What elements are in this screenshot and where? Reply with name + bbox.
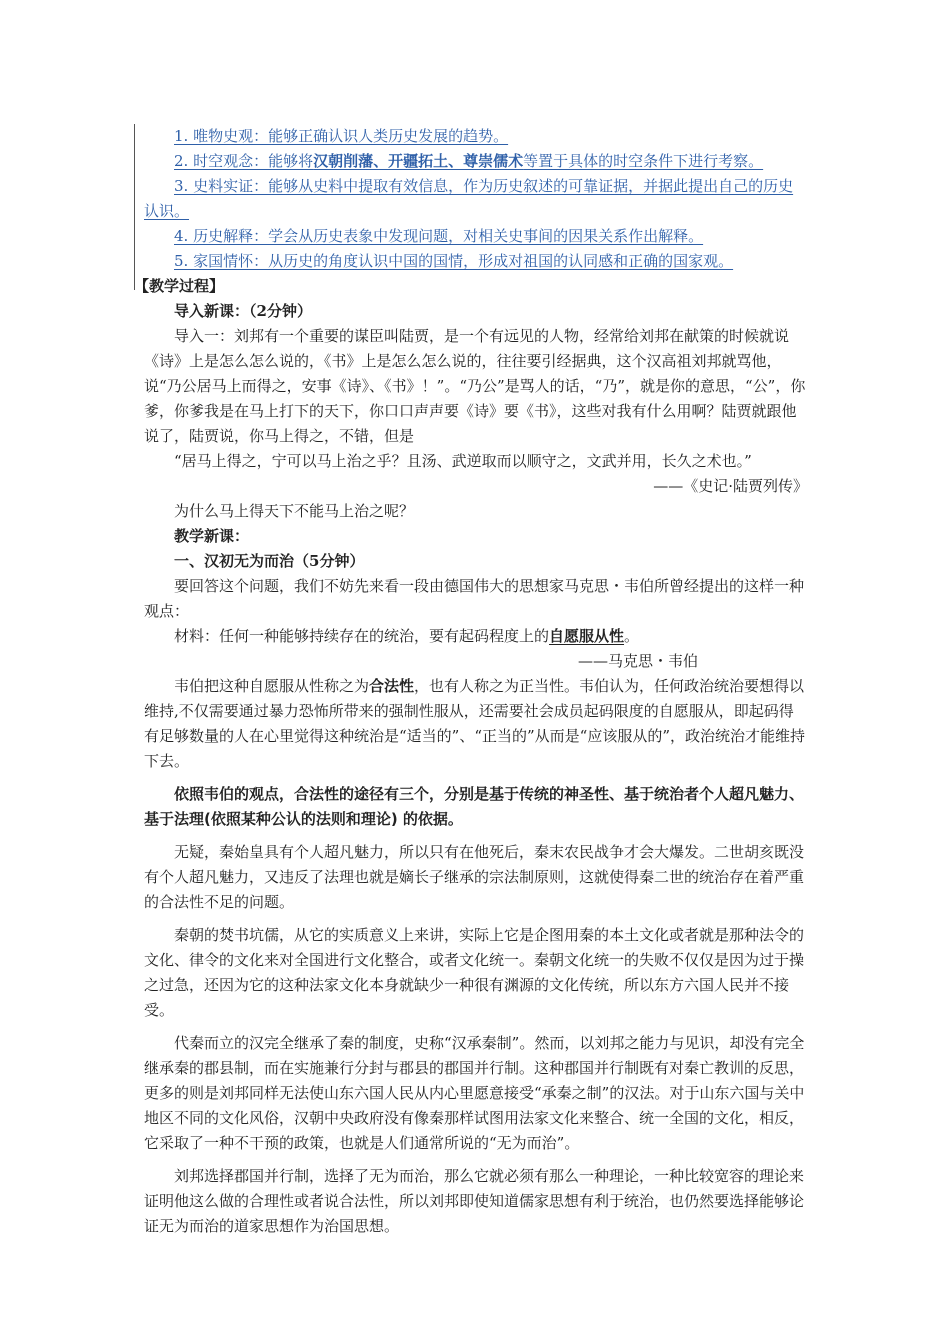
objective-2-pre: 2. 时空观念：能够将 [174,152,314,170]
legitimacy-paragraph [144,674,808,774]
legitimacy-post: ，也有人称之为正当性。韦伯认为，任何政治统治要想得以维持,不仅需要通过暴力恐怖所带来的强制性服从，还需要社会成员起码限度的自愿服从，即起码得有足够数量的人在心里觉得这种统治是“适当的”、“正当的”从而是“应该服从的”，政治统治才能维持下去。 [144,677,806,770]
part1-heading: 一、汉初无为而治（5分钟） [174,552,365,570]
legitimacy-keyword: 合法性 [369,677,415,695]
material-paragraph [144,624,808,649]
objective-3: 3. 史料实证：能够从史料中提取有效信息，作为历史叙述的可靠证据，并据此提出自己的历史认识。 [144,177,794,220]
quote-source: ——《史记·陆贾列传》 [653,477,808,495]
ways-paragraph: 依照韦伯的观点，合法性的途径有三个，分别是基于传统的神圣性、基于统治者个人超凡魅力、基于法理(依照某种公认的法则和理论) 的依据。 [144,785,805,828]
qin-paragraph-2: 秦朝的焚书坑儒，从它的实质意义上来讲，实际上它是企图用秦的本土文化或者就是那种法令的文化、律令的文化来对全国进行文化整合，或者文化统一。秦朝文化统一的失败不仅仅是因为过于操之过急，还因为它的这种法家文化本身就缺少一种很有渊源的文化传统，所以东方六国人民并不接受。 [144,926,805,1019]
material-pre: 材料：任何一种能够持续存在的统治，要有起码程度上的 [174,627,550,645]
margin-line [134,124,135,290]
han-paragraph-2: 刘邦选择郡国并行制，选择了无为而治，那么它就必须有那么一种理论，一种比较宽容的理论来证明他这么做的合理性或者说合法性，所以刘邦即使知道儒家思想有利于统治，也仍然要选择能够论证无为而治的道家思想作为治国思想。 [144,1167,805,1235]
objective-2 [144,149,808,174]
objective-4: 4. 历史解释：学会从历史表象中发现问题，对相关史事间的因果关系作出解释。 [174,227,704,245]
section-title: 【教学过程】 [134,277,225,295]
material-post: 。 [624,627,640,645]
intro-paragraph: 导入一：刘邦有一个重要的谋臣叫陆贾，是一个有远见的人物，经常给刘邦在献策的时候就说《诗》上是怎么怎么说的，《书》上是怎么怎么说的，往往要引经据典，这个汉高祖刘邦就骂他，说“乃公居马上而得之，安事《诗》、《书》！”。“乃公”是骂人的话，“乃”，就是你的意思，“公”，你爹，你爹我是在马上打下的天下，你口口声声要《诗》要《书》，这些对我有什么用啊？陆贾就跟他说了，陆贾说，你马上得之，不错，但是 [144,327,806,445]
document-page [134,124,808,1239]
legitimacy-pre: 韦伯把这种自愿服从性称之为 [174,677,370,695]
quote-text: “居马上得之，宁可以马上治之乎？且汤、武逆取而以顺守之，文武并用，长久之术也。” [174,452,752,470]
question-text: 为什么马上得天下不能马上治之呢？ [174,502,415,520]
objective-2-post: 等置于具体的时空条件下进行考察。 [523,152,764,170]
qin-paragraph-1: 无疑，秦始皇具有个人超凡魅力，所以只有在他死后，秦末农民战争才会大爆发。二世胡亥既没有个人超凡魅力，又违反了法理也就是嫡长子继承的宗法制原则，这就使得秦二世的统治存在着严重的合法性不足的问题。 [144,843,805,911]
objective-1: 1. 唯物史观：能够正确认识人类历史发展的趋势。 [174,127,509,145]
new-lesson-heading: 教学新课： [174,527,250,545]
intro-heading: 导入新课：（2分钟） [174,302,312,320]
material-source: ——马克思・韦伯 [577,652,698,670]
objective-2-bold: 汉朝削藩、开疆拓土、尊崇儒术 [313,152,524,170]
weber-intro-paragraph: 要回答这个问题，我们不妨先来看一段由德国伟大的思想家马克思・韦伯所曾经提出的这样一种观点： [144,577,805,620]
han-paragraph-1: 代秦而立的汉完全继承了秦的制度，史称“汉承秦制”。然而，以刘邦之能力与见识，却没有完全继承秦的郡县制，而在实施兼行分封与郡县的郡国并行制。这种郡国并行制既有对秦亡教训的反思，更多的则是刘邦同样无法使山东六国人民从内心里愿意接受“承秦之制”的汉法。对于山东六国与关中地区不同的文化风俗，汉朝中央政府没有像秦那样试图用法家文化来整合、统一全国的文化，相反，它采取了一种不干预的政策，也就是人们通常所说的“无为而治”。 [144,1034,805,1152]
objective-5: 5. 家国情怀：从历史的角度认识中国的国情，形成对祖国的认同感和正确的国家观。 [174,252,734,270]
material-keyword: 自愿服从性 [549,627,625,645]
